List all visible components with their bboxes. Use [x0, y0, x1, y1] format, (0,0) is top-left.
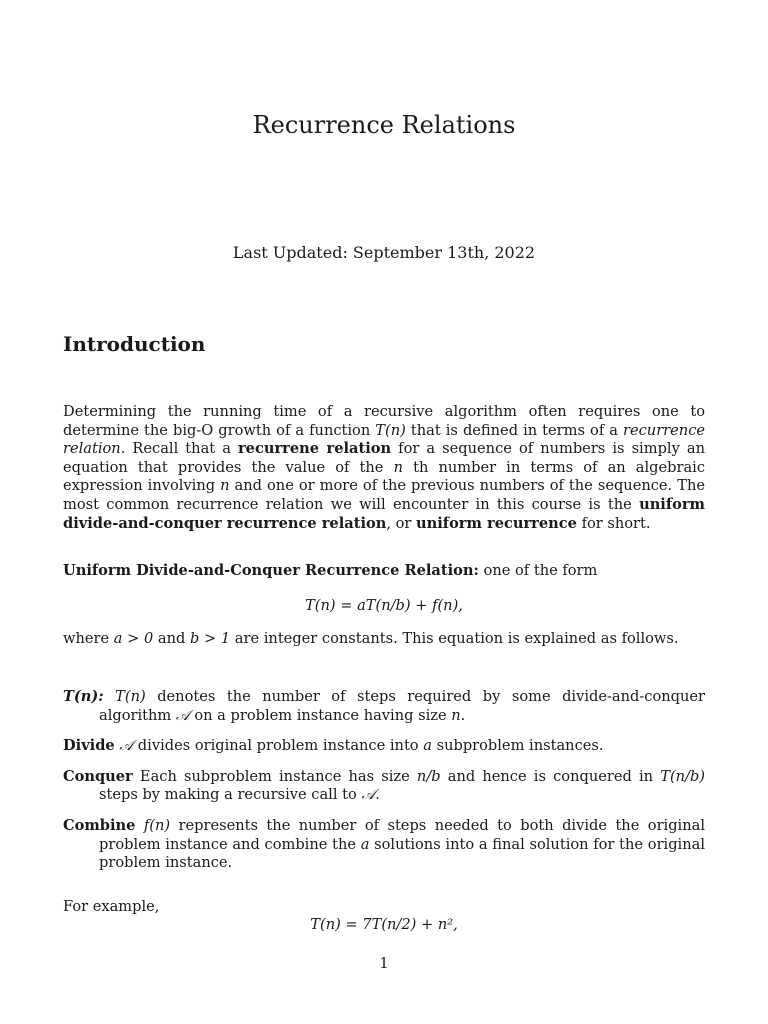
item-text: denotes the number of steps required by some divide-and-conquer algorithm: [99, 688, 706, 724]
last-updated-date: Last Updated: September 13th, 2022: [232, 243, 536, 262]
math-expression: 𝒜: [119, 737, 134, 755]
where-text: are integer constants. This equation is explained as follows.: [230, 630, 679, 647]
item-text: .: [375, 786, 380, 804]
definition-line: [63, 562, 705, 581]
definition-item-conquer: [63, 768, 705, 805]
intro-text: . Recall that a: [120, 440, 238, 458]
item-term: Conquer: [63, 767, 133, 785]
bold-term: uniform divide-and-conquer recurrence relation: [63, 495, 705, 532]
intro-text: for short.: [576, 514, 651, 532]
intro-paragraph: [63, 403, 705, 533]
intro-text: th number in terms of an algebraic expression involving: [63, 458, 705, 495]
example-formula: T(n) = 7T(n/2) + n²,: [310, 916, 458, 933]
item-text: subproblem instances.: [431, 737, 604, 755]
math-expression: b > 1: [190, 630, 231, 647]
math-expression: T(n/b): [660, 767, 705, 785]
definition-list: [63, 688, 705, 885]
math-expression: n: [220, 477, 230, 495]
math-expression: n: [451, 706, 461, 724]
math-expression: a: [360, 835, 370, 853]
item-text: and hence is conquered in: [440, 767, 661, 785]
item-term: T(n):: [63, 688, 104, 705]
item-text: .: [460, 706, 466, 724]
item-text: steps by making a recursive call to: [99, 786, 362, 804]
item-text: represents the number of steps needed to both divide the original problem instance and combine the: [99, 816, 705, 853]
definition-item-divide: [63, 737, 705, 756]
intro-text: that is defined in terms of a: [405, 421, 624, 439]
intro-text: and one or more of the previous numbers of the sequence. The most common recurrence relation we will encounter in this course is the: [63, 477, 705, 513]
document-title: Recurrence Relations: [252, 111, 516, 139]
where-text: where: [63, 630, 114, 647]
intro-text: Determining the running time of a recursive algorithm often requires one to determine the big-O growth of a function: [63, 403, 705, 439]
item-text: divides original problem instance into: [133, 737, 424, 755]
math-expression: 𝒜: [361, 786, 376, 804]
item-term: Combine: [63, 816, 136, 834]
math-expression: a > 0: [113, 630, 154, 647]
page-number: 1: [379, 955, 389, 972]
intro-text: for a sequence of numbers is simply an equation that provides the value of the: [63, 440, 705, 476]
section-heading-introduction: Introduction: [63, 332, 206, 356]
item-text: solutions into a final solution for the original problem instance.: [99, 835, 705, 872]
example-label: For example,: [63, 898, 160, 915]
item-text: on a problem instance having size: [189, 706, 452, 724]
math-expression: n: [393, 458, 403, 476]
math-expression: T(n): [115, 688, 146, 705]
recurrence-formula: T(n) = aT(n/b) + f(n),: [305, 597, 463, 614]
definition-text: one of the form: [478, 562, 598, 579]
math-expression: T(n): [375, 421, 406, 439]
math-expression: f(n): [143, 816, 171, 834]
bold-term: uniform recurrence: [416, 514, 577, 532]
intro-text: , or: [386, 514, 417, 532]
item-term: Divide: [63, 737, 115, 755]
math-expression: 𝒜: [175, 706, 190, 724]
emphasis-term: recurrence relation: [63, 421, 705, 458]
item-text: Each subproblem instance has size: [139, 767, 417, 785]
definition-label: Uniform Divide-and-Conquer Recurrence Relation:: [63, 562, 479, 579]
definition-item-combine: [63, 817, 705, 873]
math-expression: a: [423, 737, 432, 755]
definition-item-tn: [63, 688, 705, 725]
bold-term: recurrene relation: [237, 440, 392, 458]
where-clause: [63, 630, 705, 649]
where-text: and: [153, 630, 191, 647]
math-expression: n/b: [416, 767, 441, 785]
